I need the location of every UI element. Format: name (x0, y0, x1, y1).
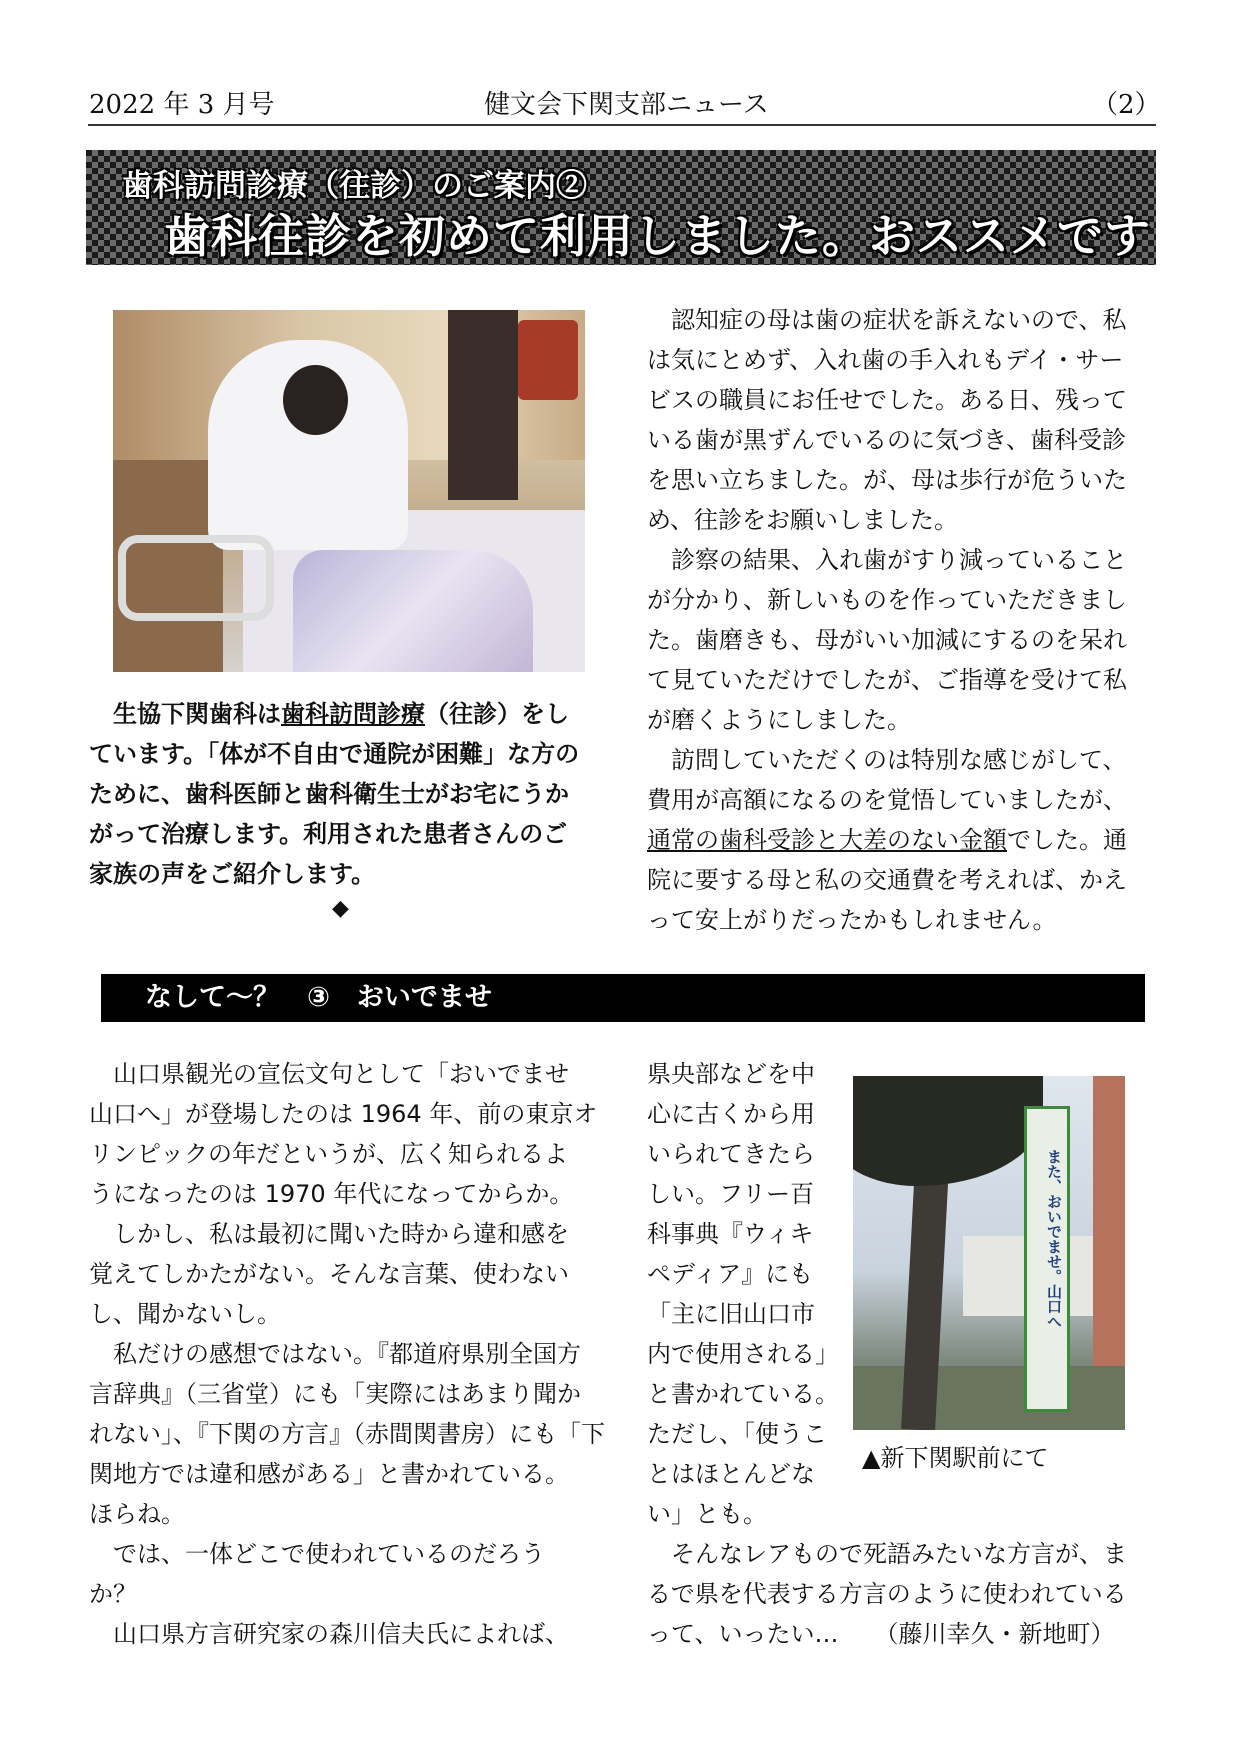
section2-mid-line-11: とはほとんどな (647, 1460, 815, 1488)
article1-line-11: が磨くようにしました。 (647, 706, 911, 734)
section2-mid-line-4: しい。フリー百 (647, 1180, 815, 1208)
article1-line-16: って安上がりだったかもしれません。 (647, 906, 1057, 934)
newsletter-title: 健文会下関支部ニュース (484, 90, 769, 120)
section2-mid-line-12: い」とも。 (647, 1500, 767, 1528)
article1-line-7: 診察の結果、入れ歯がすり減っていること (647, 546, 1127, 574)
article1-line-1: 認知症の母は歯の症状を訴えないので、私 (647, 306, 1127, 334)
intro-line-5: 家族の声をご紹介します。 (89, 860, 376, 888)
section2-left-line-5: しかし、私は最初に聞いた時から違和感を (89, 1220, 569, 1248)
section2-left-line-9: 言辞典』（三省堂）にも「実際にはあまり聞か (89, 1380, 581, 1408)
section2-left-line-12: ほらね。 (89, 1500, 185, 1528)
section2-mid-line-8: 内で使用される」 (647, 1340, 839, 1368)
section2-mid-line-9: と書かれている。 (647, 1380, 839, 1408)
intro-line-4: がって治療します。利用された患者さんのご (89, 820, 568, 848)
section2-left-line-1: 山口県観光の宣伝文句として「おいでませ (89, 1060, 569, 1088)
section2-left-line-3: リンピックの年だというが、広く知られるよ (89, 1140, 569, 1168)
section2-left-line-7: し、聞かないし。 (89, 1300, 281, 1328)
article1-line-9: た。歯磨きも、母がいい加減にするのを呆れ (647, 626, 1127, 654)
intro-line-3: ために、歯科医師と歯科衛生士がお宅にうか (89, 780, 569, 808)
banner-title: 歯科往診を初めて利用しました。おススメです (164, 209, 1151, 263)
section2-left-line-11: 関地方では違和感がある」と書かれている。 (89, 1460, 569, 1488)
article1-line-2: は気にとめず、入れ歯の手入れもデイ・サー (647, 346, 1124, 374)
section2-left-line-10: れない」、『下関の方言』（赤間関書房）にも「下 (89, 1420, 605, 1448)
article1-line-14: 通常の歯科受診と大差のない金額でした。通 (647, 826, 1127, 854)
article1-line-8: が分かり、新しいものを作っていただきまし (647, 586, 1127, 614)
section2-mid-line-2: 心に古くから用 (647, 1100, 815, 1128)
section2-left-line-13: では、一体どこで使われているのだろう (89, 1540, 545, 1568)
dental-visit-photo (113, 310, 585, 672)
article1-line-3: ビスの職員にお任せでした。ある日、残って (647, 386, 1127, 414)
section2-mid-line-5: 科事典『ウィキ (647, 1220, 814, 1248)
section2-bottom-line-1: そんなレアもので死語みたいな方言が、ま (647, 1540, 1127, 1568)
article1-line-13: 費用が高額になるのを覚悟していましたが、 (647, 786, 1127, 814)
article-banner (86, 150, 1156, 265)
article1-line-4: いる歯が黒ずんでいるのに気づき、歯科受診 (647, 426, 1127, 454)
section2-left-line-2: 山口へ」が登場したのは 1964 年、前の東京オ (89, 1100, 598, 1128)
section2-mid-line-3: いられてきたら (647, 1140, 815, 1168)
issue-date: 2022 年 3 月号 (89, 90, 275, 120)
section2-left-line-14: か？ (89, 1580, 137, 1608)
banner-subtitle: 歯科訪問診療（往診）のご案内② (122, 168, 587, 204)
diamond-icon: ◆ (332, 896, 349, 921)
section-heading-bar (101, 974, 1145, 1022)
photo-caption: ▲新下関駅前にて (862, 1444, 1049, 1472)
article1-line-10: て見ていただけでしたが、ご指導を受けて私 (647, 666, 1127, 694)
station-sign-photo (853, 1076, 1125, 1430)
section2-left-line-8: 私だけの感想ではない。『都道府県別全国方 (89, 1340, 581, 1368)
sign-text: また、おいでませ。山口へ (1045, 1149, 1063, 1329)
section2-left-line-15: 山口県方言研究家の森川信夫氏によれば、 (89, 1620, 569, 1648)
article1-line-6: め、往診をお願いしました。 (647, 506, 959, 534)
article1-line-15: 院に要する母と私の交通費を考えれば、かえ (647, 866, 1127, 894)
article1-line-5: を思い立ちました。が、母は歩行が危ういた (647, 466, 1127, 494)
intro-underlined-term: 歯科訪問診療 (281, 700, 425, 728)
section2-mid-line-1: 県央部などを中 (647, 1060, 815, 1088)
intro-line-2: ています。「体が不自由で通院が困難」な方の (89, 740, 580, 768)
welcome-sign (1024, 1106, 1070, 1412)
section2-bottom-line-2: るで県を代表する方言のように使われている (647, 1580, 1127, 1608)
section2-mid-line-6: ペディア』にも (647, 1260, 814, 1288)
section2-left-line-4: うになったのは 1970 年代になってからか。 (89, 1180, 574, 1208)
section-heading: なして～？ ③ おいでませ (145, 982, 492, 1013)
section2-left-line-6: 覚えてしかたがない。そんな言葉、使わない (89, 1260, 569, 1288)
header-rule (88, 124, 1156, 126)
intro-line-1: 生協下関歯科は歯科訪問診療（往診）をし (89, 700, 569, 728)
section2-mid-line-10: ただし、「使うこ (647, 1420, 827, 1448)
article1-line-12: 訪問していただくのは特別な感じがして、 (647, 746, 1127, 774)
page-number: （2） (1092, 90, 1161, 120)
section2-mid-line-7: 「主に旧山口市 (647, 1300, 815, 1328)
article1-underlined-phrase: 通常の歯科受診と大差のない金額 (647, 826, 1007, 854)
section2-bottom-line-3: って、いったい… （藤川幸久・新地町） (647, 1620, 1115, 1648)
